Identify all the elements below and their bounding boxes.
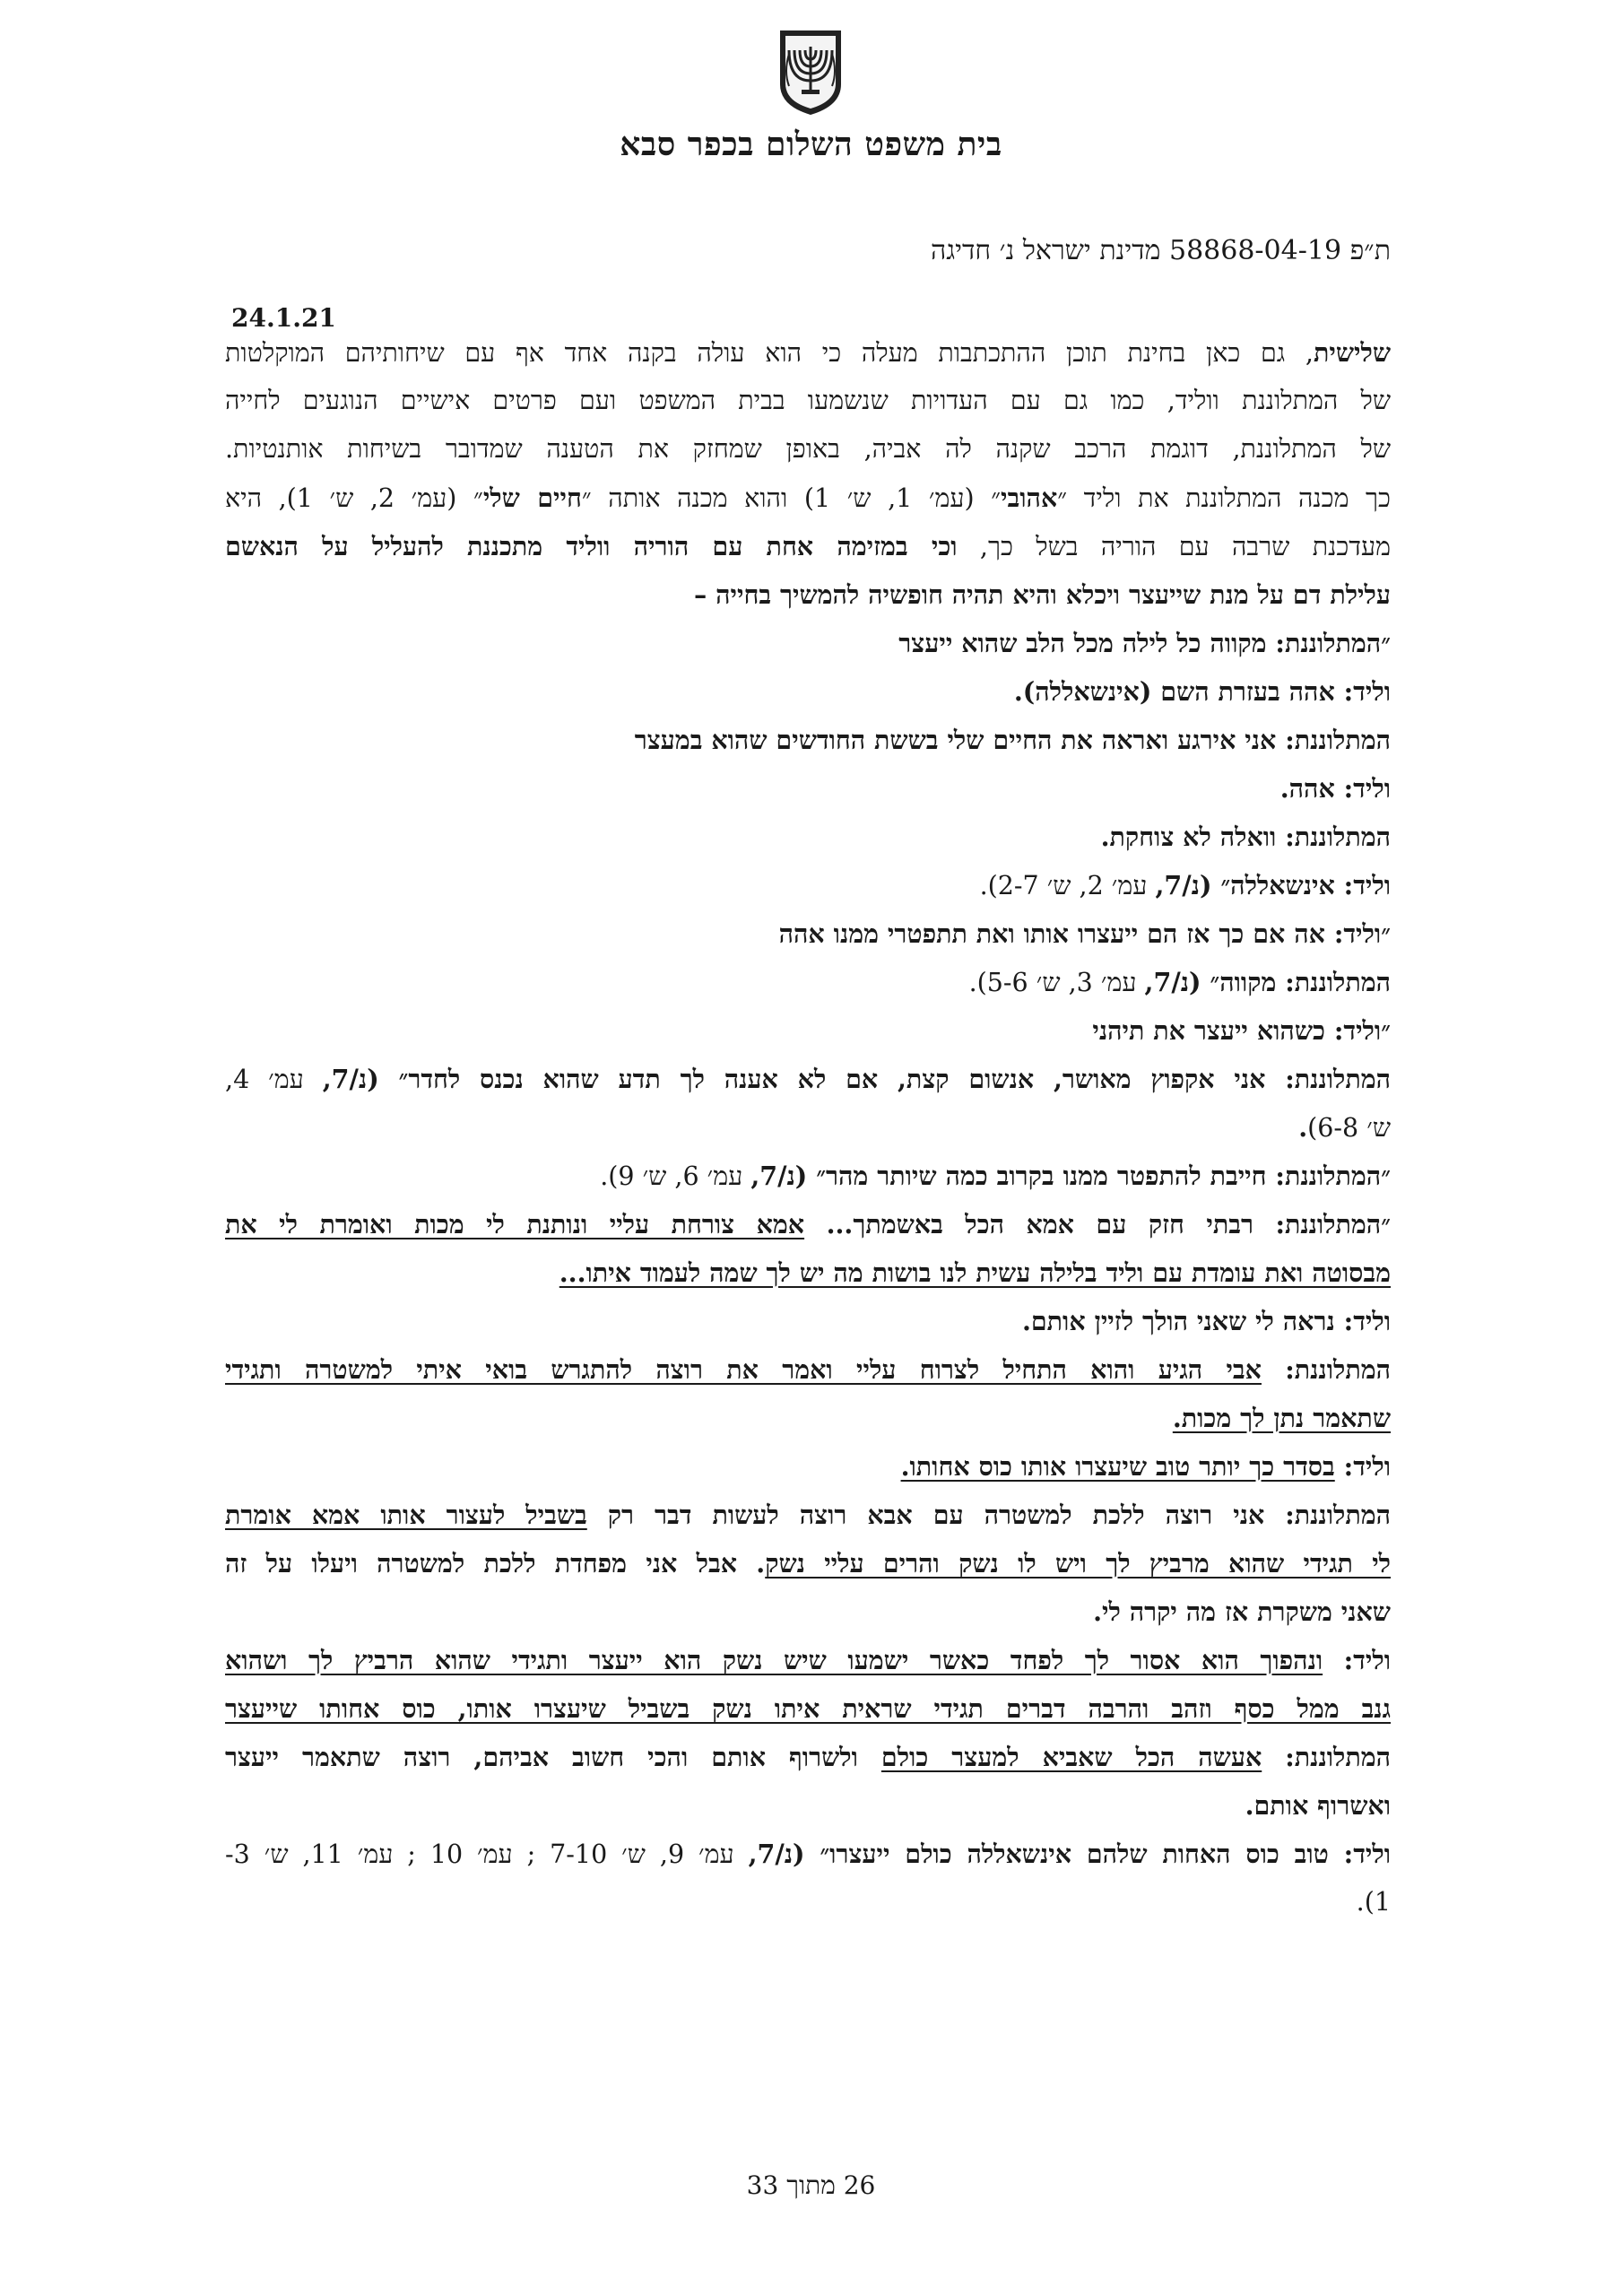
- dialogue-line: [225, 1297, 1391, 1345]
- dialogue-line: [225, 1733, 1391, 1781]
- dialogue-line: [225, 1248, 1391, 1297]
- dialogue-text: וליד:: [1323, 1645, 1391, 1675]
- dialogue-line: [225, 813, 1391, 861]
- body-line: [225, 570, 1391, 619]
- dialogue-text: המתלוננת: אני אקפוץ מאושר, אנשום קצת, אם לא אענה לך תדע שהוא נכנס לחדר״ (נ/7,: [322, 1064, 1391, 1094]
- body-line: [225, 522, 1391, 570]
- citation: ש׳ 6-8): [1307, 1113, 1391, 1143]
- paragraph-lead: שלישית: [1313, 337, 1391, 368]
- text-run: של המתלוננת ווליד, כמו גם עם העדויות שנשמעו בבית המשפט ועם פרטים אישיים הנוגעים לחייה: [225, 386, 1391, 415]
- case-number-line: ת״פ 58868-04-19 מדינת ישראל נ׳ חדיגה: [930, 235, 1391, 266]
- dialogue-line: [225, 1587, 1391, 1636]
- dialogue-text: ״וליד: אה אם כך אז הם ייעצרו אותו ואת תתפטרי ממנו אהה: [778, 918, 1391, 949]
- text-run-bold: .: [1298, 1112, 1308, 1143]
- citation: עמ׳ 2, ש׳ 2-7).: [979, 871, 1156, 900]
- dialogue-text: ״המתלוננת: מקווה כל לילה מכל הלב שהוא ייעצר: [898, 628, 1391, 658]
- dialogue-text: ״המתלוננת: רבתי חזק עם אמא הכל באשמתך...: [804, 1209, 1391, 1239]
- dialogue-line: [225, 861, 1391, 909]
- dialogue-line: [225, 909, 1391, 958]
- dialogue-line: [225, 958, 1391, 1006]
- dialogue-text: המתלוננת:: [1262, 1742, 1391, 1772]
- underlined-quote: בשביל לעצור אותו אמא אומרת: [225, 1500, 587, 1530]
- dialogue-line: [225, 1878, 1391, 1926]
- dialogue-line: [225, 1539, 1391, 1587]
- state-emblem-icon: [775, 27, 846, 117]
- underlined-quote: שתאמר נתן לך מכות.: [1172, 1403, 1391, 1433]
- underlined-quote: בסדר כך יותר טוב שיעצרו אותו כוס אחותו.: [900, 1451, 1335, 1482]
- citation: עמ׳ 4,: [225, 1065, 323, 1094]
- dialogue-line: [225, 1636, 1391, 1684]
- dialogue-text: ולשרוף אותם והכי חשוב אביהם, רוצה שתאמר ייעצר: [225, 1742, 881, 1772]
- quote-term: אהובי: [1001, 483, 1058, 513]
- dialogue-line: [225, 1006, 1391, 1055]
- dialogue-line: [225, 1103, 1391, 1152]
- underlined-quote: אעשה הכל שאביא למעצר כולם: [880, 1742, 1262, 1772]
- dialogue-text: וליד: אינשאללה״ (נ/7,: [1155, 870, 1391, 900]
- citation: עמ׳ 3, ש׳ 5-6).: [968, 968, 1145, 997]
- document-date: 24.1.21: [231, 303, 336, 333]
- underlined-quote: ונהפוך הוא אסור לך לפחד כאשר ישמעו שיש נשק הוא ייעצר ותגידי שהוא הרביץ לך ושהוא: [225, 1645, 1323, 1675]
- dialogue-text: ואשרוף אותם.: [1245, 1790, 1391, 1821]
- text-run-bold: עלילת דם על מנת שייעצר ויכלא והיא תהיה חופשיה להמשיך בחייה –: [693, 579, 1391, 610]
- dialogue-line: [225, 1055, 1391, 1103]
- quote-term: חיים שלי: [482, 483, 582, 513]
- citation: עמ׳ 6, ש׳ 9).: [600, 1161, 751, 1191]
- dialogue-text: וליד:: [1334, 1451, 1391, 1482]
- dialogue-text: ״המתלוננת: חייבת להתפטר ממנו בקרוב כמה שיותר מהר״ (נ/7,: [750, 1161, 1391, 1191]
- body-line: [225, 474, 1391, 522]
- dialogue-line: [225, 764, 1391, 813]
- dialogue-line: [225, 1781, 1391, 1830]
- dialogue-text: וליד: טוב כוס האחות שלהם אינשאללה כולם ייעצרו״ (נ/7,: [748, 1839, 1391, 1869]
- text-run: ״ (עמ׳ 1, ש׳ 1) והוא מכנה אותה ״: [581, 483, 1002, 513]
- body-line: [225, 425, 1391, 474]
- text-run: ״ (עמ׳ 2, ש׳ 1), היא: [225, 483, 483, 513]
- court-title: בית משפט השלום בכפר סבא: [620, 126, 1002, 163]
- text-run: מעדכנת שרבה עם הוריה בשל כך,: [957, 532, 1391, 561]
- dialogue-line: [225, 1684, 1391, 1733]
- body-line: [225, 377, 1391, 425]
- dialogue-text: וליד: אהה בעזרת השם (אינשאללה).: [1013, 676, 1391, 707]
- dialogue-line: [225, 1200, 1391, 1248]
- dialogue-line: [225, 1394, 1391, 1442]
- document-body: [225, 328, 1391, 1926]
- dialogue-text: וליד: נראה לי שאני הולך לזיין אותם.: [1021, 1306, 1391, 1336]
- dialogue-text: שאני משקרת אז מה יקרה לי.: [1093, 1596, 1391, 1627]
- text-run: של המתלוננת, דוגמת הרכב שקנה לה אביה, באופן שמחזק את הטענה שמדובר בשיחות אותנטיות.: [225, 434, 1391, 464]
- citation: 1).: [1356, 1887, 1391, 1917]
- dialogue-line: [225, 1491, 1391, 1539]
- page-number: 26 מתוך 33: [746, 2170, 876, 2200]
- underlined-quote: גנב ממל כסף וזהב והרבה דברים תגידי שראית איתו נשק בשביל שיעצרו אותו, כוס אחותו שייעצר: [225, 1693, 1391, 1724]
- dialogue-text: המתלוננת: אני אירגע ואראה את החיים שלי בששת החודשים שהוא במעצר: [634, 725, 1391, 755]
- underlined-quote: אבי הגיע והוא התחיל לצרוח עליי ואמר את רוצה להתגרש בואי איתי למשטרה ותגידי: [225, 1354, 1262, 1385]
- text-run: כך מכנה המתלוננת את וליד ״: [1057, 483, 1391, 513]
- dialogue-text: המתלוננת: וואלה לא צוחקת.: [1100, 822, 1391, 852]
- dialogue-text: המתלוננת: אני רוצה ללכת למשטרה עם אבא רוצה לעשות דבר רק: [586, 1500, 1391, 1530]
- body-line: [225, 328, 1391, 377]
- dialogue-line: [225, 1830, 1391, 1878]
- dialogue-line: [225, 1442, 1391, 1491]
- dialogue-text: וליד: אהה.: [1279, 773, 1391, 804]
- dialogue-line: [225, 667, 1391, 716]
- text-run: , גם כאן בחינת תוכן ההתכתבות מעלה כי הוא עולה בקנה אחד אף עם שיחותיהם המוקלטות: [225, 338, 1314, 368]
- citation: עמ׳ 9, ש׳ 7-10 ; עמ׳ 10 ; עמ׳ 11, ש׳ 3-: [225, 1839, 749, 1869]
- dialogue-text: . אבל אני מפחדת ללכת למשטרה ויעלו על זה: [225, 1548, 766, 1578]
- underlined-quote: לי תגידי שהוא מרביץ לך ויש לו נשק והרים עליי נשק: [765, 1548, 1391, 1578]
- dialogue-text: המתלוננת:: [1261, 1354, 1391, 1385]
- underlined-quote: אמא צורחת עליי ונותנת לי מכות ואומרת לי את: [225, 1209, 805, 1239]
- dialogue-text: המתלוננת: מקווה״ (נ/7,: [1144, 967, 1391, 997]
- dialogue-line: [225, 619, 1391, 667]
- dialogue-line: [225, 716, 1391, 764]
- dialogue-line: [225, 1345, 1391, 1394]
- underlined-quote: מבסוטה ואת עומדת עם וליד בלילה עשית לנו בושות מה יש לך שמה לעמוד איתו...: [559, 1257, 1391, 1288]
- text-run-bold: וכי במזימה אחת עם הוריה ווליד מתכננת להעליל על הנאשם: [225, 531, 958, 561]
- dialogue-line: [225, 1152, 1391, 1200]
- dialogue-text: ״וליד: כשהוא ייעצר את תיהני: [1092, 1015, 1391, 1046]
